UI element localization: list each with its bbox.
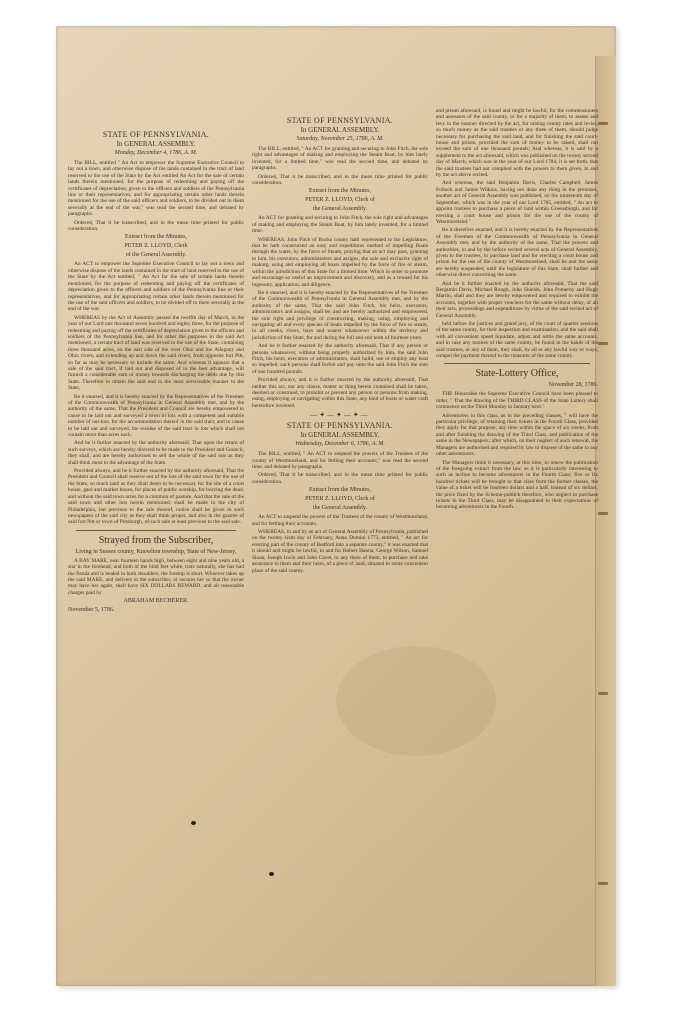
stitch-mark bbox=[598, 512, 608, 515]
stitch-mark bbox=[598, 882, 608, 885]
ornament-divider: —✦—✦—✦— bbox=[310, 411, 370, 420]
col3-paragraph: held before the justices and grand jury, of the court of quarter sessions of the same county, for their inspection and examination, and the said shall with all convenient speed liquidate, adjust and settle the same accounts, and in case any monies of the same county, be found in the hands of the said trustees, or any of them, they shall, by all or any lawful way or ways, compel the payment thereof to the treasurer of the same county. bbox=[436, 321, 598, 360]
col2-extract-2: Extract from the Minutes, bbox=[309, 487, 371, 494]
column-middle bbox=[252, 116, 428, 576]
strayed-ad-subtitle: Living in Sussex county, Knowlton township, State of New-Jersey, bbox=[75, 548, 237, 555]
col2-date-2: Wednesday, December 6, 1786, A. M. bbox=[295, 441, 385, 448]
col2-paragraph: The BILL, entitled, " An ACT for granting and securing to John Fitch, the sole right and advantages of making and employing the Steam Boat, by him lately invented, for a limited time," was read the second time, and debated by paragraphs. bbox=[252, 146, 428, 172]
col1-extract: Extract from the Minutes, bbox=[125, 234, 187, 241]
lottery-paragraph: Adventurers in this class, as in the preceding classes, " will have the particular privilege, of retaining their tickets in the Fourth Class, provided they apply for that purpose, any time within the space of six weeks, from and after finishing the drawing of the Third Class, and publication of the same in the Newspapers; after which, on their neglect of such renewal, the Managers are authorised and required by law to dispose of the same to any other adventurers. bbox=[436, 412, 598, 458]
newspaper-page bbox=[56, 26, 616, 986]
lottery-title: State-Lottery Office, bbox=[475, 368, 559, 380]
col2-signature-title-2: the General Assembly. bbox=[312, 505, 368, 512]
stitch-mark bbox=[598, 342, 608, 345]
col2-signature: PETER Z. LLOYD, Clerk of bbox=[305, 197, 375, 204]
col2-subheading: In GENERAL ASSEMBLY. bbox=[300, 126, 380, 134]
col2-paragraph: WHEREAS, in and by an act of General Assembly of Pennsylvania, published on the twenty sixth day of February, Anno Domini 1773, entitled, " An act for erecting part of the county of Bedford into a separate county," it was enacted that it should and might be lawful, to and for Robert Hanna, George Wilson, Samuel Sloan, Joseph Irwin and John Cavet, or any three of them, to purchase and take assurance to them and their heirs, of a piece of land, situated in some convenient place of the said county. bbox=[252, 529, 428, 574]
col1-paragraph: WHEREAS by the Act of Assembly passed the twelfth day of March, in the year of our Lord one thousand seven hundred and eighty three, for the purpose of redeeming and paying off the certificates of depreciation given to the officers and soldiers of the Pennsylvania line, and for other the purposes in the said Act mentioned, a certain tract of land was reserved to the use of the State, containing three thousand acres, on the east side of the river Ohio and the Allegany and Ohio rivers, and extending up and down the said rivers, from opposite fort Pitt, so far as may be necessary to include the same; And whereas it appears that a sale of the said tract, if laid out and disposed of to the best advantage, will furnish a considerable sum of money towards discharging the debts due by this State. Therefore to obtain the said end in the most serviceable manner to the State, bbox=[68, 314, 244, 392]
stitch-mark bbox=[598, 122, 608, 125]
col2-signature-2: PETER Z. LLOYD, Clerk of bbox=[305, 496, 375, 503]
stitch-mark bbox=[598, 692, 608, 695]
col3-paragraph: And be it further enacted by the authority aforesaid, That the said Benjamin Davis, Michael Rough, John Shields, John Pomeroy and Hugh Martin, shall and they are hereby empowered and required to exhibit the accounts, together with proper vouchers for the same without delay, of all their acts, proceedings and expenditures by virtue of the said recited act of General Assembly. bbox=[436, 280, 598, 319]
col2-signature-title: the General Assembly. bbox=[312, 206, 368, 213]
strayed-ad-signature: ABRAHAM BECHERER. bbox=[123, 598, 189, 605]
strayed-ad-title: Strayed from the Subscriber, bbox=[98, 534, 214, 546]
divider bbox=[444, 363, 590, 364]
lottery-paragraph: THE Honorable the Supreme Executive Council have been pleased to order, " That the drawing of the THIRD CLASS of the State Lottery shall commence on the Third Monday in January next." bbox=[436, 391, 598, 411]
paper-hole bbox=[269, 872, 274, 876]
col2-heading-2: STATE OF PENNSYLVANIA. bbox=[286, 421, 394, 431]
col2-paragraph: Ordered, That it be transcribed, and in the mean time printed for public consideration. bbox=[252, 173, 428, 187]
col3-paragraph: Be it therefore enacted, and it is hereby enacted by the Representatives of the Freemen of the Commonwealth of Pennsylvania in General Assembly met, and by the authority of the same, That the powers and authorities, in and by the before recited several acts of General Assembly, given to the trustees, to purchase land and for erecting a court house and prison for the use of the county of Westmoreland, shall be and the same are hereby suspended, until the legislature of this State, shall further and otherwise direct concerning the same. bbox=[436, 227, 598, 279]
col2-paragraph: And be it further enacted by the authority aforesaid, That if any person or persons whatsoever, without being properly authorized by him, the said John Fitch, his heirs, executors or administrators, shall build, use or employ any boat so impelled, such persons shall forfeit and pay unto the said John Fitch the sum of one hundred pounds. bbox=[252, 343, 428, 375]
col2-paragraph: An ACT to suspend the powers of the Trustees of the county of Westmoreland, and for fettling their accounts. bbox=[252, 514, 428, 527]
lottery-paragraph: The Managers think it necessary, at this time, to renew the publication of the foregoing extract from the law, as it is particularly interesting to such as incline to become adventurers in the Fourth Class; five or fix hundred tickets will be brought to that class from the former classes, the value of a ticket will be fourteen dollars and a half, instead of six dollars, the price fixed by the Scheme-publick therefore, who neglect to purchase tickets in the Third Class, may be disappointed in their expectations of becoming adventurers in the Fourth. bbox=[436, 459, 598, 511]
col1-subheading: In GENERAL ASSEMBLY. bbox=[116, 140, 196, 148]
col2-paragraph: An ACT for granting and securing to John Fitch, the sole right and advantages of making and employing the Steam Boat, by him lately invented, for a limited time. bbox=[252, 215, 428, 235]
col3-paragraph: And whereas, the said Benjamin Davis, Charles Campbell, James Pollock and James Wilkins, having not done any thing in the premises, another act of General Assembly was published, on the nineteenth day of September, which was in the year of our Lord 1785, entitled, " An act to appoint trustees to purchase a piece of land within Greensburgh, and for erecting a court house and prison for the use of the county of Westmoreland." bbox=[436, 180, 598, 225]
binding-strip bbox=[595, 56, 616, 986]
divider bbox=[76, 530, 236, 531]
column-left bbox=[68, 130, 244, 616]
col2-paragraph: Be it enacted, and it is hereby enacted by the Representatives of the Freemen of the Commonwealth of Pennsylvania in General Assembly met, and by the authority of the same, That the said John Fitch, his heirs, executors, administrators and assigns, shall be, and are hereby authorized and empowered, the sole right and privilege of constructing, making, using, employing and navigating all and every species of boats impelled by the force of fire or steam, in all creeks, rivers, bays and waters whatsoever within the territory and jurisdiction of this State, for and during the full and end term of fourteen years. bbox=[252, 289, 428, 341]
col2-paragraph: The BILL, entitled, " An ACT to suspend the powers of the Trustees of the county of Westmoreland, and for fettling their accounts," was read the second time, and debated by paragraphs. bbox=[252, 451, 428, 471]
lottery-date: November 28, 1786. bbox=[548, 382, 598, 389]
column-right bbox=[436, 108, 598, 513]
col2-paragraph: WHEREAS, John Fitch of Bucks county hath represented to the Legislature, that he hath constructed an easy and expeditious method of impelling Boats through the water, by the force of Steam, praying that an act may pass, granting to him, his executors, administrators and assigns, the sole and exclusive right of making, using and employing all boats impelled by the force of fire or steam, within the jurisdiction of this State for a limited time. Which in order to promote and encourage so useful an improvement and discovery, and as a reward for his ingenuity, application, and diligence, bbox=[252, 236, 428, 288]
col2-heading: STATE OF PENNSYLVANIA. bbox=[286, 116, 394, 125]
col3-paragraph: and prison aforesaid, is found and might be lawful, for the commissioners and assessors of the said county, or for a majority of them, to assess and levy in the manner directed by the act, for raising county rates and levies, so much money as the said trustees or any three of them, should judge necessary for purchasing the said land, and for finishing the said court-house and prison, provided the sum of money to be raised, shall not exceed the sum of one thousand pounds; And whereas, it is said by a supplement to the act aforesaid, which was published on the twenty second day of March, which was in the year of our Lord 1784, it is set forth, that the said trustees had not complied with the powers to them given, in and by the act above recited. bbox=[436, 108, 598, 179]
col1-paragraph: Be it enacted, and it is hereby enacted by the Representatives of the Freemen of the Commonwealth of Pennsylvania in General Assembly met, and by the authority of the same, That the President and Council are hereby empowered to cause to be laid out and surveyed a town in lots with a competent and suitable number of out-lots, for the accommodation thereof in the said tract, and to cause to be laid out and surveyed, the residue of the said tract in lots which shall not contain more than acres each. bbox=[68, 393, 244, 439]
strayed-ad-body: A BAY MARE, near fourteen hands high, between eight and nine years old, a star in the forehead, and both of the hind feet white, trots naturally, she has had the fistula and is healed in both shoulders, the foretop is short. Whoever takes up the said MARE, and delivers to the subscriber, or secures her so that the owner may have her again, shall have SIX DOLLARS REWARD, and all reasonable charges paid by bbox=[68, 557, 244, 596]
col2-paragraph: Ordered, That it be transcribed, and in the mean time printed for public consideration. bbox=[252, 472, 428, 485]
col1-signature-title: of the General Assembly. bbox=[125, 252, 187, 259]
col1-date: Monday, December 4, 1786, A. M. bbox=[114, 150, 198, 156]
col1-paragraph: The BILL, entitled " An Act to empower the Supreme Executive Council to lay out a town, and otherwise dispose of the lands contained in the tract of land reserved to the use of the State by the Act entitled An Act for the sale of certain lands therein mentioned, for the purpose of redeeming and paying off the certificates of depreciation, given to the officers and soldiers of the Pennsylvania line or their representatives, and for appropriating certain other lands therein mentioned for the use of the said officers and soldiers, to be divided out to them severally at the end of the war," was read the second time, and debated by paragraphs. bbox=[68, 160, 244, 218]
col1-heading: STATE OF PENNSYLVANIA. bbox=[102, 130, 210, 139]
col1-paragraph: Ordered, That it be transcribed, and in the mean time printed for public consideration. bbox=[68, 219, 244, 233]
col2-subheading-2: In GENERAL ASSEMBLY. bbox=[300, 431, 380, 440]
paper-stain bbox=[336, 646, 496, 756]
col2-extract: Extract from the Minutes, bbox=[309, 188, 371, 195]
strayed-ad-date: November 5, 1786. bbox=[68, 607, 115, 614]
col1-paragraph: And be it further enacted by the authority aforesaid, That upon the return of such surveys, which are hereby directed to be made to the President and Council, they shall, and are hereby authorised to sell the whole of the said lots as they shall think most to the advantage of the State. bbox=[68, 440, 244, 466]
col1-paragraph: An ACT to empower the Supreme Executive Council to lay out a town and otherwise dispose of the lands contained in the tract of land reserved to the use of the State by the Act entitled, " An Act for the sale of certain lands therein mentioned, for the purpose of redeeming and paying off the certificates of depreciation given to the officers and soldiers of the Pennsylvania line or their representatives, and for appropriating certain other lands therein mentioned for the use of the said officers and soldiers, to be divided off to them severally at the end of the war. bbox=[68, 261, 244, 313]
col2-date: Saturday, November 25, 1786, A. M. bbox=[296, 136, 384, 142]
col1-signature: PETER Z. LLOYD, Clerk bbox=[124, 243, 188, 250]
col1-paragraph: Provided always, and be it further enacted by the authority aforesaid, That the President and Council shall reserve out of the lots of the said town for the use of the State, so much land as they shall deem to be necessary for the site of a court house, gaol and market house, for places of public worship, for burying the dead, and without the said town acres for a common of pasture. And that the sale of the said town and other lots herein mentioned, shall be made in the city of Philadelphia, but previous to the sale thereof, notice shall be given in such newspapers of the said city as they shall think proper, and also in the gazette of said fort Pitt or town of Pittsburgh, of such sale at least previous to the said sale. bbox=[68, 468, 244, 526]
col2-paragraph: Provided always, and it is further enacted by the authority aforesaid, That neither this act, nor any clause, matter or thing herein contained shall be taken, deemed or construed, to prohibit or prevent any person or persons from making, using, employing or navigating within this State, any kind of boats or water craft heretofore invented. bbox=[252, 377, 428, 409]
paper-hole bbox=[191, 821, 196, 825]
